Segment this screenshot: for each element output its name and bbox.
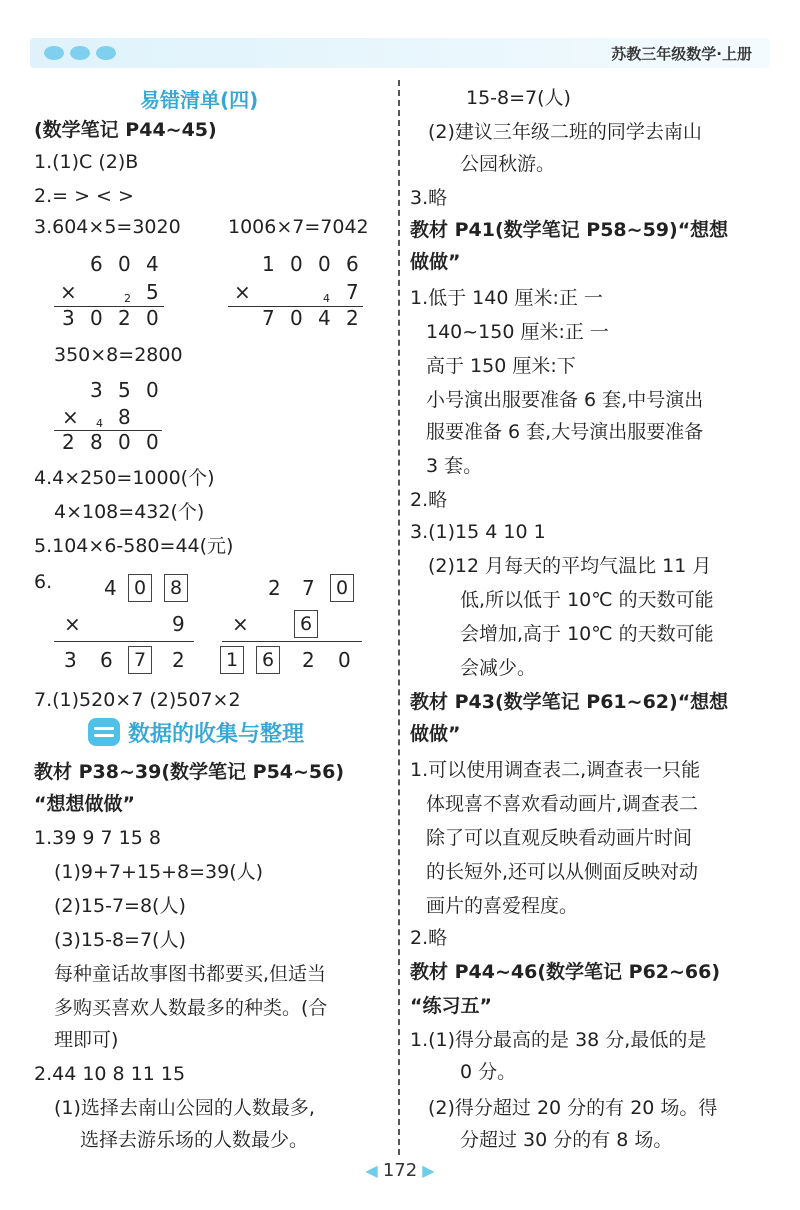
answer-line: (1)选择去南山公园的人数最多, [54,1097,315,1119]
answer-line: (3)15-8=7(人) [54,929,186,951]
answer-line: 除了可以直观反映看动画片时间 [426,827,693,849]
answer-line: 3.604×5=3020 [34,216,181,238]
answer-line: 5.104×6-580=44(元) [34,535,234,557]
decor-dot [70,46,90,60]
answer-line: (2)建议三年级二班的同学去南山 [428,121,702,143]
answer-line: 体现喜不喜欢看动画片,调查表二 [426,793,699,815]
answer-line: 2.略 [410,927,448,949]
decor-dot [96,46,116,60]
answer-line: 理即可) [54,1029,119,1051]
list-icon [88,718,120,746]
answer-line: 140~150 厘米:正 一 [426,321,609,343]
answer-line: 3.(1)15 4 10 1 [410,521,546,543]
decor-dot [44,46,64,60]
answer-line: 4×108=432(个) [54,501,205,523]
answer-line: 2.= > < > [34,185,134,207]
answer-line: 1.(1)C (2)B [34,151,139,173]
answer-line: 的长短外,还可以从侧面反映对动 [426,861,699,883]
right-arrow-icon: ▶ [422,1161,435,1180]
answer-line: 1.低于 140 厘米:正 一 [410,287,603,309]
section-title: 易错清单(四) [140,88,259,112]
answer-line: (2)15-7=8(人) [54,895,186,917]
answer-line: 多购买喜欢人数最多的种类。(合 [54,997,328,1019]
page-header [30,38,770,68]
left-arrow-icon: ◀ [365,1161,378,1180]
ref-line: (数学笔记 P44~45) [34,119,217,141]
ref-line: 教材 P43(数学笔记 P61~62)“想想 [410,691,729,713]
column-divider [398,80,400,1155]
answer-line: 公园秋游。 [460,153,556,175]
answer-line: 1.39 9 7 15 8 [34,827,161,849]
answer-line: 0 分。 [460,1061,517,1083]
ref-line: “练习五” [410,995,492,1017]
unit-title: 数据的收集与整理 [128,721,305,747]
answer-line: (2)得分超过 20 分的有 20 场。得 [428,1097,718,1119]
answer-line: 画片的喜爱程度。 [426,895,579,917]
answer-line: 7.(1)520×7 (2)507×2 [34,689,241,711]
answer-line: 每种童话故事图书都要买,但适当 [54,963,327,985]
answer-line: 4.4×250=1000(个) [34,467,215,489]
ref-line: 教材 P41(数学笔记 P58~59)“想想 [410,219,729,241]
answer-line: 15-8=7(人) [466,87,571,109]
ref-line: 做做” [410,723,461,745]
ref-line: “想想做做” [34,793,135,815]
answer-line: 低,所以低于 10℃ 的天数可能 [460,589,714,611]
answer-line: 3 套。 [426,455,483,477]
answer-line: 2.44 10 8 11 15 [34,1063,186,1085]
answer-line: 会增加,高于 10℃ 的天数可能 [460,623,714,645]
answer-line: 服要准备 6 套,大号演出服要准备 [426,421,704,443]
answer-line: 分超过 30 分的有 8 场。 [460,1129,673,1151]
page-number: 172 [382,1160,418,1181]
answer-line: 1.(1)得分最高的是 38 分,最低的是 [410,1029,707,1051]
answer-line: 会减少。 [460,657,537,679]
book-title: 苏教三年级数学·上册 [611,45,752,63]
answer-line: 1006×7=7042 [228,216,369,238]
answer-line: (2)12 月每天的平均气温比 11 月 [428,555,712,577]
unit-banner [88,714,304,750]
page-footer [0,1160,800,1181]
answer-line: (1)9+7+15+8=39(人) [54,861,264,883]
ref-line: 做做” [410,251,461,273]
answer-line: 2.略 [410,489,448,511]
answer-line: 选择去游乐场的人数最少。 [80,1129,309,1151]
answer-line: 小号演出服要准备 6 套,中号演出 [426,389,704,411]
answer-line: 350×8=2800 [54,344,183,366]
answer-line: 3.略 [410,187,448,209]
ref-line: 教材 P44~46(数学笔记 P62~66) [410,961,721,983]
answer-line: 6. [34,571,53,593]
ref-line: 教材 P38~39(数学笔记 P54~56) [34,761,345,783]
answer-line: 高于 150 厘米:下 [426,355,576,377]
answer-line: 1.可以使用调查表二,调查表一只能 [410,759,701,781]
